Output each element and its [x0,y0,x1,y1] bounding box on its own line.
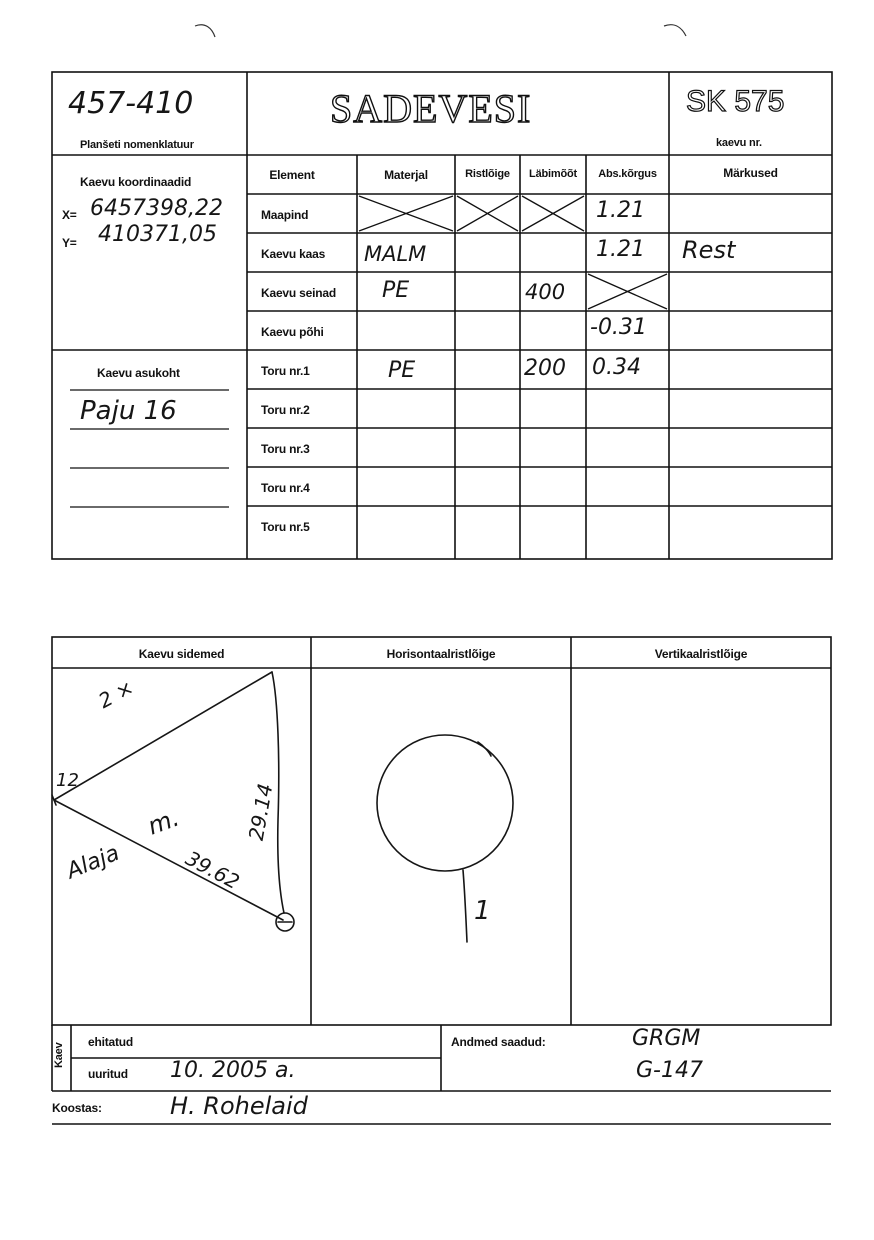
well-number-label: kaevu nr. [716,137,762,149]
col-header-ristloige: Ristlõige [465,168,510,180]
sketch-note-right-edge: 29.14 [243,781,278,843]
panel-title-horisontaalristloige: Horisontaalristlõige [386,647,496,661]
cell-kaevu-seinad-materjal: PE [382,278,410,303]
cell-toru-1-abs: 0.34 [592,355,641,380]
col-header-labimoot: Läbimõõt [529,168,577,180]
row-label-toru-5: Toru nr.5 [261,520,310,534]
cell-kaevu-seinad-labimoot: 400 [525,280,566,304]
col-header-materjal: Materjal [384,168,428,182]
footer-uuritud-label: uuritud [88,1067,128,1081]
sheet-code-label: Planšeti nomenklatuur [80,139,194,151]
x-coordinate: 6457398,22 [90,196,223,221]
row-label-kaevu-kaas: Kaevu kaas [261,247,326,261]
col-header-abs-korgus: Abs.kõrgus [598,168,657,180]
footer-side-label: Kaev [53,1042,65,1068]
row-label-kaevu-pohi: Kaevu põhi [261,325,324,339]
footer-author-label: Koostas: [52,1101,102,1115]
footer-uuritud-value: 10. 2005 a. [170,1058,296,1083]
sketch-note-left-text: Alaja [63,840,123,885]
sheet-code: 457-410 [68,86,194,121]
sketch-note-middle: m. [144,803,183,841]
sketch-pipe-label: 1 [474,896,491,926]
location-label: Kaevu asukoht [97,366,180,380]
y-coordinate: 410371,05 [98,222,217,247]
cell-toru-1-materjal: PE [388,358,416,383]
cell-kaevu-pohi-abs: -0.31 [590,315,647,340]
panel-title-vertikaalristloige: Vertikaalristlõige [654,647,748,661]
x-prefix: X= [62,208,77,222]
row-label-toru-1: Toru nr.1 [261,364,310,378]
cell-maapind-abs: 1.21 [596,198,645,223]
footer-ehitatud-label: ehitatud [88,1035,134,1049]
footer-author-value: H. Rohelaid [170,1092,308,1120]
panel-title-kaevu-sidemed: Kaevu sidemed [138,647,225,661]
coordinates-label: Kaevu koordinaadid [80,175,192,189]
sketch-note-bottom-edge: 39.62 [181,845,244,895]
row-label-maapind: Maapind [261,208,309,222]
row-label-toru-3: Toru nr.3 [261,442,310,456]
sketch-note-top-edge: 2 × [94,674,138,714]
footer-data-source-label: Andmed saadud: [451,1035,546,1049]
footer-data-source-line1: GRGM [632,1026,701,1051]
col-header-element: Element [269,168,315,182]
cell-kaevu-kaas-materjal: MALM [364,242,427,266]
document-title: SADEVESI [330,86,532,131]
cell-kaevu-kaas-abs: 1.21 [596,237,645,262]
sketch-note-left-corner: 12 [56,770,79,791]
location-value: Paju 16 [80,396,177,426]
row-label-kaevu-seinad: Kaevu seinad [261,286,336,300]
footer-data-source-line2: G-147 [636,1058,703,1083]
col-header-markused: Märkused [723,166,778,180]
row-label-toru-2: Toru nr.2 [261,403,310,417]
well-number: SK 575 [686,85,785,118]
cell-toru-1-labimoot: 200 [524,356,566,381]
cell-kaevu-kaas-markused: Rest [682,236,736,264]
y-prefix: Y= [62,236,77,250]
row-label-toru-4: Toru nr.4 [261,481,310,495]
